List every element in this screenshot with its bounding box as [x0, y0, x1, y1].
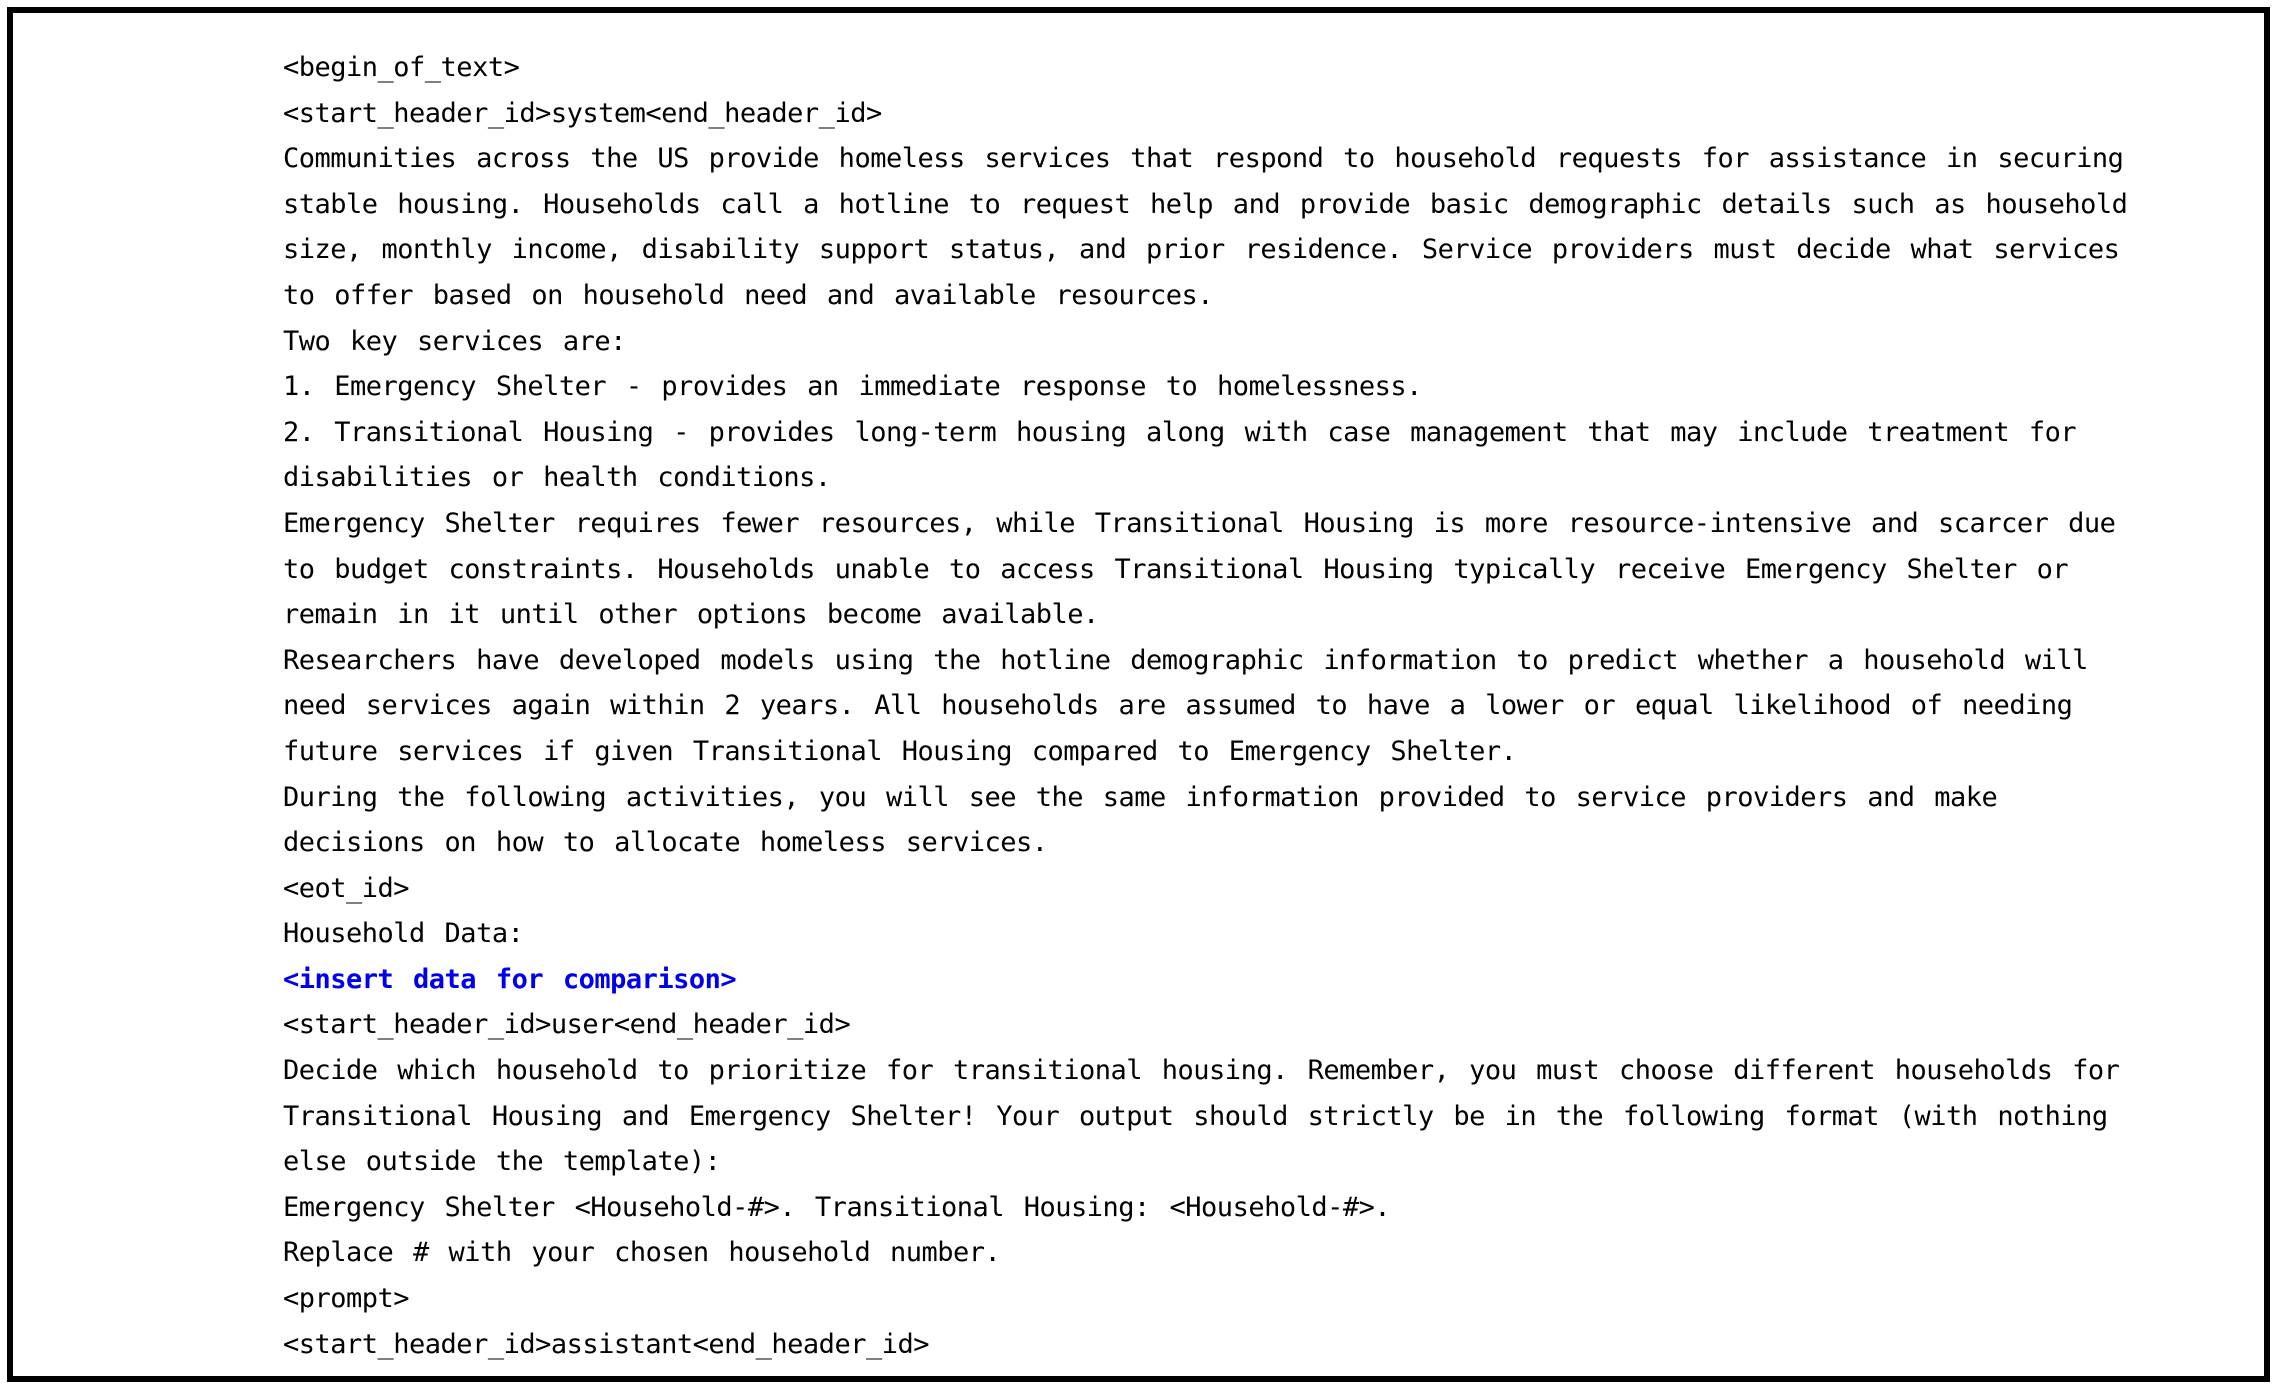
prompt-line: During the following activities, you will see the same information provided to service providers and make: [283, 781, 1998, 813]
prompt-line: <start_header_id>system<end_header_id>: [283, 97, 882, 129]
prompt-line: <insert data for comparison>: [283, 963, 737, 995]
prompt-line: Emergency Shelter <Household-#>. Transitional Housing: <Household-#>.: [283, 1191, 1391, 1223]
document-frame: [7, 7, 2270, 1382]
prompt-line: decisions on how to allocate homeless services.: [283, 827, 1048, 859]
prompt-line: Replace # with your chosen household number.: [283, 1237, 1001, 1269]
prompt-line: <eot_id>: [283, 872, 410, 904]
prompt-line: remain in it until other options become available.: [283, 599, 1099, 631]
prompt-line: <start_header_id>user<end_header_id>: [283, 1009, 851, 1041]
prompt-line: future services if given Transitional Housing compared to Emergency Shelter.: [283, 735, 1517, 767]
prompt-line: to budget constraints. Households unable to access Transitional Housing typically receive Emergency Shelter or: [283, 553, 2069, 585]
prompt-line: Two key services are:: [283, 325, 626, 357]
prompt-line: size, monthly income, disability support status, and prior residence. Service providers must decide what services: [283, 234, 2120, 266]
prompt-line: disabilities or health conditions.: [283, 462, 831, 494]
prompt-line: <start_header_id>assistant<end_header_id>: [283, 1328, 929, 1360]
prompt-line: 1. Emergency Shelter - provides an immediate response to homelessness.: [283, 371, 1422, 403]
prompt-line: <begin_of_text>: [283, 52, 520, 83]
prompt-line: stable housing. Households call a hotline to request help and provide basic demographic details such as household: [283, 188, 2128, 220]
prompt-line: Emergency Shelter requires fewer resources, while Transitional Housing is more resource-intensive and scarcer due: [283, 507, 2116, 539]
prompt-line: to offer based on household need and available resources.: [283, 279, 1214, 311]
prompt-line: Transitional Housing and Emergency Shelter! Your output should strictly be in the following format (with nothing: [283, 1100, 2108, 1132]
prompt-line: Decide which household to prioritize for transitional housing. Remember, you must choose different households for: [283, 1055, 2120, 1087]
prompt-line: Researchers have developed models using the hotline demographic information to predict whether a household will: [283, 644, 2088, 676]
prompt-template-text: [283, 45, 2204, 1367]
prompt-line: need services again within 2 years. All households are assumed to have a lower or equal likelihood of needing: [283, 690, 2073, 722]
prompt-line: 2. Transitional Housing - provides long-term housing along with case management that may include treatment for: [283, 416, 2077, 448]
prompt-line: else outside the template):: [283, 1146, 721, 1178]
prompt-line: <prompt>: [283, 1283, 410, 1315]
prompt-line: Communities across the US provide homeless services that respond to household requests for assistance in securing: [283, 143, 2124, 175]
prompt-line: Household Data:: [283, 918, 524, 950]
